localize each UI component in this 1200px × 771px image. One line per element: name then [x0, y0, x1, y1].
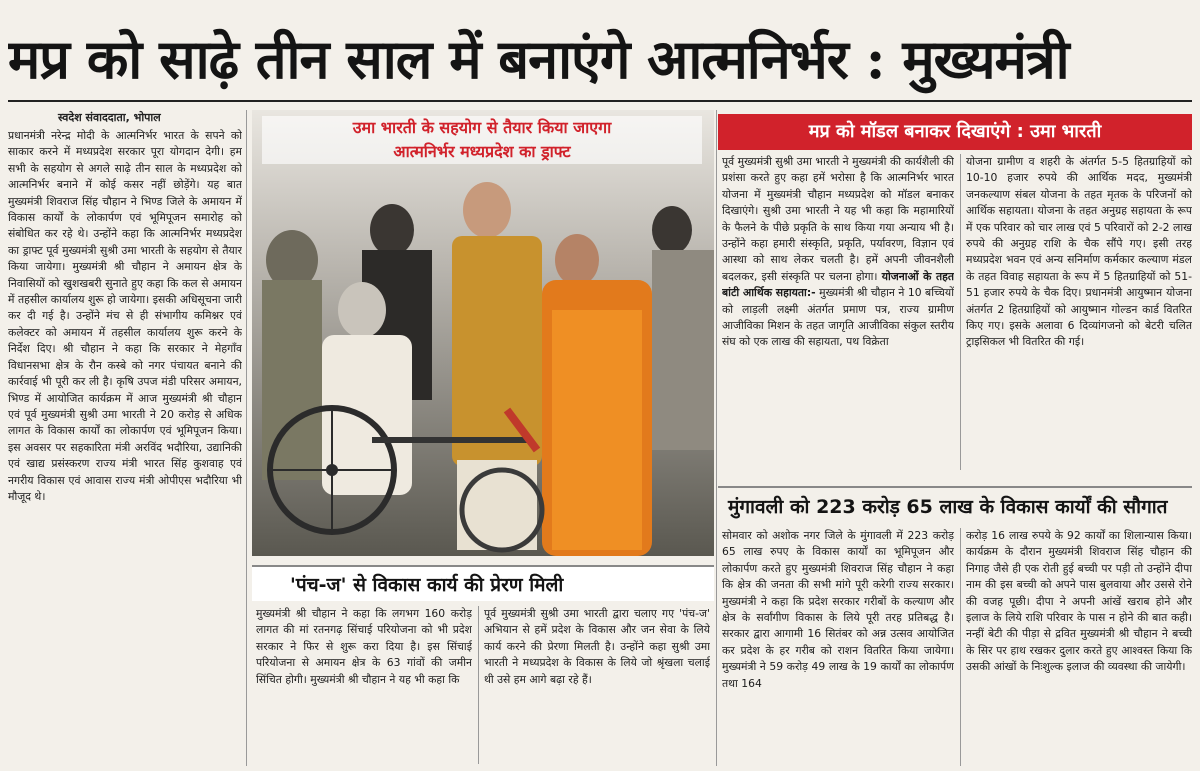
column-divider [478, 606, 479, 764]
left-column-text: प्रधानमंत्री नरेन्द्र मोदी के आत्मनिर्भर भारत के सपने को साकार करने में मध्यप्रदेश सरकार पूरा योगदान देगी। हम सभी के सहयोग से अगले साढ़े तीन साल के मध्यप्रदेश को आत्मनिर्भर बनाने में कोई कसर नहीं छोड़ेंगे। यह बात मुख्यमंत्री शिवराज सिंह चौहान ने भिण्ड जिले के अमायन में विकास कार्यों के लोकार्पण एवं भूमिपूजन समारोह को संबोधित कर रहे थे। उन्होंने कहा कि आत्मनिर्भर मध्यप्रदेश का ड्राफ्ट पूर्व मुख्यमंत्री सुश्री उमा भारती के सहयोग से तैयार किया जायेगा। मुख्यमंत्री श्री चौहान ने अमायन क्षेत्र के निवासियों को खुशखबरी सुनाते हुए कहा कि कल से अमायन में तहसील कार्यालय शुरू हो जायेगा। इसकी अधिसूचना जारी कर दी गई है। उन्होंने मंच से ही संभागीय कमिश्नर एवं कलेक्टर को अमायन में तहसील कार्यालय शुरू करने के निर्देश दिए। श्री चौहान ने कहा कि सरकार ने मेहगाँव विधानसभा क्षेत्र के रौन कस्बे को नगर पंचायत बनाने की कार्रवाई भी पूरी कर ली है। कृषि उपज मंडी परिसर अमायन, भिण्ड में आयोजित कार्यक्रम में आज मुख्यमंत्री श्री चौहान एवं पूर्व मुख्यमंत्री सुश्री उमा भारती ने 20 करोड़ से अधिक लागत के विकास कार्यों का लोकार्पण एवं भूमिपूजन किया। इस अवसर पर सहकारिता मंत्री अरविंद भदौरिया, उद्यानिकी एवं खाद्य प्रसंस्करण राज्य मंत्री भारत सिंह कुशवाह एवं नगरीय विकास एवं आवास राज्य मंत्री ओपीएस भदौरिया भी मौजूद थे। [8, 129, 242, 503]
right-story-column-2-text: योजना ग्रामीण व शहरी के अंतर्गत 5-5 हितग्राहियों को 10-10 हजार रुपये की आर्थिक मदद, मुख्यमंत्री जनकल्याण संबल योजना के तहत मृतक के परिजनों को आर्थिक सहायता। योजना के तहत अनुग्रह सहायता के रूप में एक परिवार को चार लाख एवं 5 परिवारों को 2-2 लाख रुपये की अनुग्रह राशि के चैक सौंपे गए। इसी तरह मध्यप्रदेश भवन एवं अन्य सनिर्माण कर्मकार कल्याण मंडल के तहत विवाह सहायता के रूप में 5 हितग्राहियों को 51-51 हजार रुपये के चैक दिए। प्रधानमंत्री आयुष्मान योजना अंतर्गत 2 हितग्राहियों को आयुष्मान गोल्डन कार्ड वितरित किए गए। इसके अलावा 6 दिव्यांगजनो को बेटरी चलित ट्राइसिकल भी वितरित की गई। [966, 155, 1192, 349]
headline: मप्र को साढ़े तीन साल में बनाएंगे आत्मनिर्भर : मुख्यमंत्री [8, 27, 1069, 91]
right-story-banner: मप्र को मॉडल बनाकर दिखाएंगे : उमा भारती [718, 114, 1192, 150]
sub-box-title: 'पंच-ज' से विकास कार्य की प्रेरण मिली [252, 565, 714, 601]
left-column-article [8, 128, 242, 766]
right-story-column-2 [966, 154, 1192, 470]
second-story-column-2 [966, 528, 1192, 766]
right-story-column-1-text: पूर्व मुख्यमंत्री सुश्री उमा भारती ने मुख्यमंत्री की कार्यशैली की प्रशंसा करते हुए कहा हमें भरोसा है कि आत्मनिर्भर भारत योजना में मुख्यमंत्री चौहान मध्यप्रदेश को मॉडल बनाकर दिखाएंगे। सुश्री उमा भारती ने यह भी कहा कि महामारियों के फैलने के पीछे प्रकृति के साथ किया गया अन्याय भी है। उन्होंने कहा हमारी संस्कृति, प्रकृति, पर्यावरण, विज्ञान एवं आस्था को साथ लेकर चलती है। हमें अपनी जीवनशैली बदलकर, इसी संस्कृति पर चलना होगा। [722, 155, 954, 283]
second-story-column-1 [722, 528, 954, 766]
right-story-subhead: योजनाओं के तहत बांटी आर्थिक सहायता:- [722, 269, 954, 300]
sub-box-column-2 [484, 606, 710, 766]
news-photo [252, 110, 714, 556]
second-story-column-2-text: करोड़ 16 लाख रुपये के 92 कार्यों का शिलान्यास किया। कार्यक्रम के दौरान मुख्यमंत्री शिवराज सिंह चौहान की निगाह जैसे ही एक रोती हुई बच्ची पर पड़ी तो उन्होंने दीपा नाम की इस बच्ची को अपने पास बुलवाया और उससे रोने की वजह पूछी। दीपा ने अपनी आंखें खराब होने और इलाज के लिये राशि परिवार के पास न होने की बात कही। नन्हीं बेटी की पीड़ा से द्रवित मुख्यमंत्री श्री चौहान ने बच्ची के सिर पर हाथ रखकर दुलार करते हुए आश्वस्त किया कि उसकी आंखों के निःशुल्क इलाज की व्यवस्था की जायेगी। [966, 529, 1192, 674]
column-divider [246, 110, 247, 766]
second-story-headline: मुंगावली को 223 करोड़ 65 लाख के विकास कार्यों की सौगात [718, 486, 1192, 524]
sub-box-column-2-text: पूर्व मुख्यमंत्री सुश्री उमा भारती द्वारा चलाए गए 'पंच-ज' अभियान से हमें प्रदेश के विकास और जन सेवा के लिये कार्य करने की प्रेरणा मिलती है। उन्होंने कहा सुश्री उमा भारती ने मध्यप्रदेश के विकास के लिये जो श्रृंखला चलाई थी उसे हम आगे बढ़ा रहे हैं। [484, 607, 710, 686]
column-divider [960, 528, 961, 766]
photo-caption-line-2: आत्मनिर्भर मध्यप्रदेश का ड्राफ्ट [393, 142, 571, 161]
photo-caption-line-1: उमा भारती के सहयोग से तैयार किया जाएगा [352, 118, 612, 137]
right-story-column-1 [722, 154, 954, 470]
photo-caption [262, 116, 702, 164]
column-divider [960, 154, 961, 470]
sub-box-column-1 [256, 606, 472, 766]
headline-rule [8, 100, 1192, 102]
second-story-column-1-text: सोमवार को अशोक नगर जिले के मुंगावली में 223 करोड़ 65 लाख रुपए के विकास कार्यों का भूमिपूजन और लोकार्पण करते हुए मुख्यमंत्री शिवराज सिंह चौहान ने कहा कि क्षेत्र की जनता की सभी मांगे पूरी करेगी राज्य सरकार। मुख्यमंत्री ने कहा कि प्रदेश सरकार गरीबों के कल्याण और क्षेत्र के सर्वांगीण विकास के लिये पूरी तरह प्रतिबद्ध है। सरकार द्वारा आगामी 16 सितंबर को अन्न उत्सव आयोजित कर प्रदेश के हर गरीब को राशन वितरित किया जायेगा। मुख्यमंत्री ने 59 करोड़ 49 लाख के 19 कार्यों का लोकार्पण तथा 164 [722, 529, 954, 690]
column-divider [716, 110, 717, 766]
sub-box-column-1-text: मुख्यमंत्री श्री चौहान ने कहा कि लगभग 160 करोड़ लागत की मां रतनगढ़ सिंचाई परियोजना को भी प्रदेश सरकार ने फिर से शुरू करा दिया है। इस सिंचाई परियोजना से अमायन क्षेत्र के 63 गांवों की जमीन सिंचित होगी। मुख्यमंत्री श्री चौहान ने यह भी कहा कि [256, 607, 472, 686]
byline: स्वदेश संवाददाता, भोपाल [58, 111, 161, 124]
right-story-column-1-text-2: मुख्यमंत्री श्री चौहान ने 10 बच्चियों को लाड़ली लक्ष्मी अंतर्गत प्रमाण पत्र, राज्य ग्रामीण आजीविका मिशन के तहत जागृति आजीविका संकुल स्तरीय संघ को एक लाख की सहायता, पथ विक्रेता [722, 286, 954, 349]
